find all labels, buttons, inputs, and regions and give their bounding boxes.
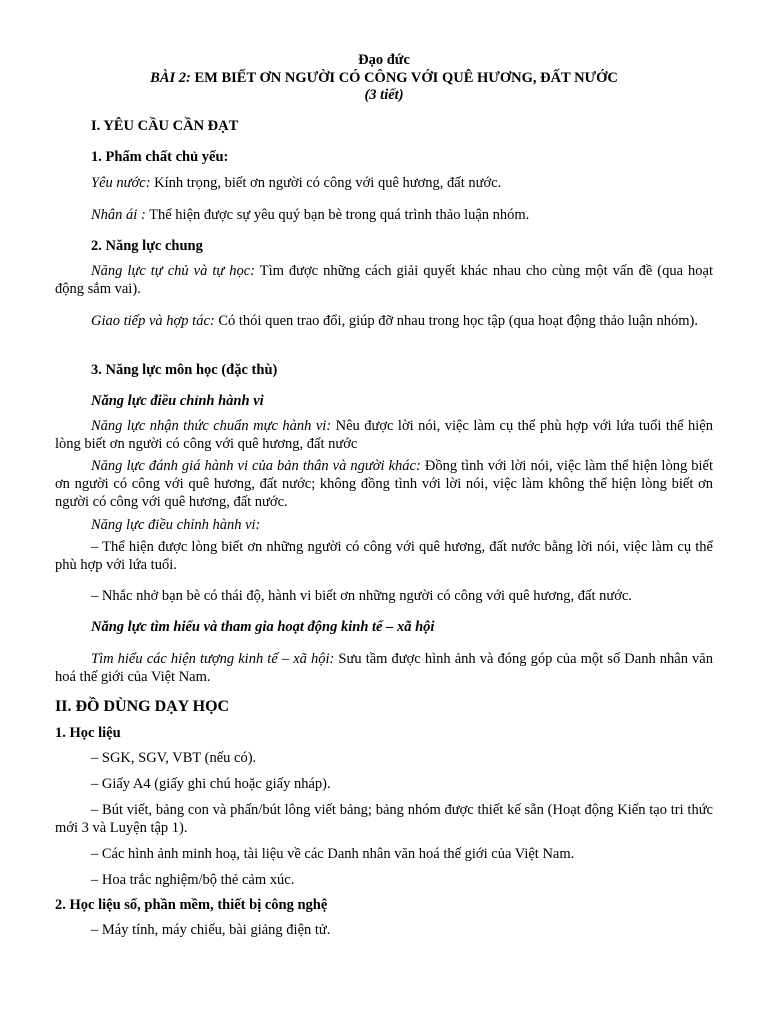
subsection-1-1: 1. Phẩm chất chủ yếu: — [91, 149, 229, 165]
para-text: Thể hiện được sự yêu quý bạn bè trong quá trình thảo luận nhóm. — [145, 207, 530, 223]
para-tu-chu — [55, 262, 713, 298]
para-dieu-chinh-lead: Năng lực điều chỉnh hành vi: — [91, 517, 261, 533]
lesson-duration: (3 tiết) — [364, 87, 404, 103]
section-1-heading: I. YÊU CẦU CẦN ĐẠT — [91, 118, 239, 134]
para-lead: Năng lực đánh giá hành vi của bản thân và người khác: — [91, 458, 421, 474]
para-text: Kính trọng, biết ơn người có công với quê hương, đất nước. — [150, 175, 502, 191]
para-text: Tìm được những cách giải quyết khác nhau cho cùng một vấn đề (qua hoạt động sắm vai). — [55, 263, 713, 297]
subsection-2-1: 1. Học liệu — [55, 725, 121, 741]
para-the-hien: – Thể hiện được lòng biết ơn những người có công với quê hương, đất nước bằng lời nói, việc làm cụ thể phù hợp với lứa tuổi. — [55, 539, 713, 573]
lesson-title — [55, 69, 713, 87]
lesson-title-text: EM BIẾT ƠN NGƯỜI CÓ CÔNG VỚI QUÊ HƯƠNG, ĐẤT NƯỚC — [190, 70, 618, 86]
para-text: Đồng tình với lời nói, việc làm thể hiện lòng biết ơn người có công với quê hương, đất nước; không đồng tình với lời nói, việc làm không thể hiện lòng biết ơn người có công với quê hương, đất nước. — [55, 458, 713, 510]
list-item: – Hoa trắc nghiệm/bộ thẻ cảm xúc. — [91, 872, 295, 888]
para-text: Nêu được lời nói, việc làm cụ thể phù hợp với lứa tuổi thể hiện lòng biết ơn người có công với quê hương, đất nước — [55, 418, 713, 452]
list-item: – SGK, SGV, VBT (nếu có). — [91, 750, 257, 766]
para-lead: Giao tiếp và hợp tác: — [91, 313, 215, 329]
subsection-1-3: 3. Năng lực môn học (đặc thù) — [91, 362, 278, 378]
para-text: Có thói quen trao đổi, giúp đỡ nhau trong học tập (qua hoạt động thảo luận nhóm). — [214, 313, 698, 329]
list-item: – Giấy A4 (giấy ghi chú hoặc giấy nháp). — [91, 776, 331, 792]
para-lead: Yêu nước: — [91, 175, 151, 191]
subsection-1-3a: Năng lực điều chỉnh hành vi — [91, 393, 264, 409]
para-nhan-ai — [91, 206, 713, 224]
para-lead: Tìm hiểu các hiện tượng kinh tế – xã hội: — [91, 651, 335, 667]
para-nhac-nho: – Nhắc nhở bạn bè có thái độ, hành vi biết ơn những người có công với quê hương, đất nước. — [91, 588, 632, 604]
para-lead: Nhân ái : — [91, 207, 146, 223]
section-2-heading: II. ĐỒ DÙNG DẠY HỌC — [55, 698, 230, 715]
para-danh-gia — [55, 457, 713, 511]
subsection-1-2: 2. Năng lực chung — [91, 238, 203, 254]
para-lead: Năng lực nhận thức chuẩn mực hành vi: — [91, 418, 332, 434]
list-item: – Các hình ảnh minh hoạ, tài liệu về các Danh nhân văn hoá thế giới của Việt Nam. — [91, 846, 575, 862]
subsection-1-3b: Năng lực tìm hiểu và tham gia hoạt động kinh tế – xã hội — [91, 619, 435, 635]
subsection-2-2: 2. Học liệu số, phần mềm, thiết bị công nghệ — [55, 897, 328, 913]
para-nhan-thuc — [55, 417, 713, 453]
lesson-prefix: BÀI 2: — [150, 70, 191, 86]
para-lead: Năng lực tự chủ và tự học: — [91, 263, 256, 279]
list-item: – Máy tính, máy chiếu, bài giảng điện tử. — [91, 922, 331, 938]
para-yeu-nuoc — [91, 174, 713, 192]
para-tim-hieu — [55, 650, 713, 686]
para-giao-tiep — [55, 312, 713, 330]
list-item: – Bút viết, bảng con và phấn/bút lông viết bảng; bảng nhóm được thiết kế sẵn (Hoạt động Kiến tạo tri thức mới 3 và Luyện tập 1). — [55, 802, 713, 836]
subject-title: Đạo đức — [358, 52, 410, 68]
para-text: Sưu tầm được hình ảnh và đóng góp của một số Danh nhân văn hoá thế giới của Việt Nam. — [55, 651, 713, 685]
